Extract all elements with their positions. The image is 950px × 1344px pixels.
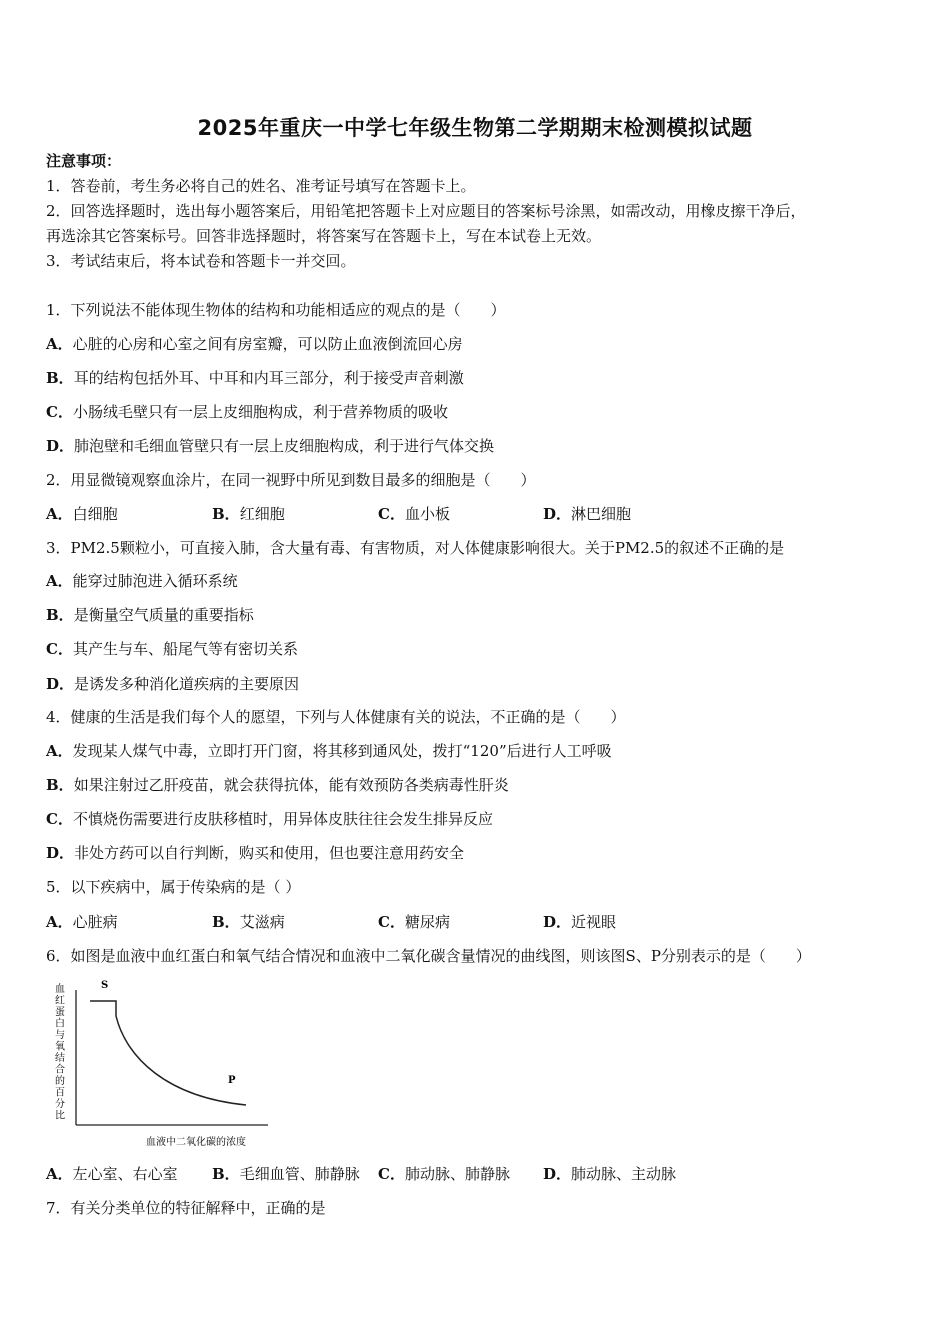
option-row [543,504,631,524]
option-row [46,436,494,456]
option-letter: D． [46,675,75,693]
figure-y-label-char: 合 [55,1064,65,1076]
notice-heading: 注意事项： [46,152,122,170]
option-row [212,912,285,932]
option-text: 糖尿病 [404,913,450,931]
figure-y-label-char: 分 [55,1099,65,1110]
option-text: 发现某人煤气中毒，立即打开门窗，将其移到通风处，拨打“120”后进行人工呼吸 [72,742,612,760]
option-row [543,1164,676,1184]
option-letter: B． [46,776,74,794]
option-letter: A． [46,913,73,931]
option-text: 是诱发多种消化道疾病的主要原因 [74,675,300,693]
option-text: 心脏的心房和心室之间有房室瓣，可以防止血液倒流回心房 [72,335,463,353]
option-text: 肺泡壁和毛细血管壁只有一层上皮细胞构成，利于进行气体交换 [74,437,495,455]
option-letter: B． [46,606,74,624]
option-text: 白细胞 [72,505,118,523]
option-letter: C． [378,1165,405,1183]
option-letter: D． [46,844,75,862]
option-letter: C． [378,913,405,931]
figure-y-label-char: 蛋 [55,1007,65,1018]
option-letter: A． [46,742,73,760]
question-stem: 2．用显微镜观察血涂片，在同一视野中所见到数目最多的细胞是（ ） [46,471,536,489]
option-letter: D． [543,1165,572,1183]
option-letter: C． [46,640,73,658]
option-row [543,912,616,932]
option-row [212,1164,360,1184]
option-letter: C． [378,505,405,523]
option-letter: A． [46,572,73,590]
option-text: 非处方药可以自行判断，购买和使用，但也要注意用药安全 [74,844,465,862]
option-row [46,1164,178,1184]
option-letter: D． [46,437,75,455]
option-letter: D． [543,505,572,523]
question-stem: 6．如图是血液中血红蛋白和氧气结合情况和血液中二氧化碳含量情况的曲线图，则该图S、P分别表示的是（ ） [46,947,811,965]
option-text: 肺动脉、主动脉 [571,1165,677,1183]
figure-y-label-char: 的 [55,1076,65,1087]
option-row [46,741,612,761]
option-text: 左心室、右心室 [72,1165,178,1183]
option-text: 血小板 [404,505,450,523]
figure-y-label-char: 血 [55,984,65,995]
option-row [46,334,463,354]
option-row [46,605,254,625]
notice-item: 2．回答选择题时，选出每小题答案后，用铅笔把答题卡上对应题目的答案标号涂黑，如需改动，用橡皮擦干净后， [46,202,806,220]
option-letter: A． [46,1165,73,1183]
question-stem: 5．以下疾病中，属于传染病的是（ ） [46,878,301,896]
option-row [46,674,299,694]
option-text: 肺动脉、肺静脉 [404,1165,510,1183]
figure-y-label-char: 与 [55,1030,65,1041]
option-letter: A． [46,335,73,353]
option-text: 心脏病 [72,913,118,931]
option-text: 如果注射过乙肝疫苗，就会获得抗体，能有效预防各类病毒性肝炎 [73,776,509,794]
option-text: 不慎烧伤需要进行皮肤移植时，用异体皮肤往往会发生排异反应 [72,810,493,828]
page-title: 2025年重庆一中学七年级生物第二学期期末检测模拟试题 [197,116,753,140]
option-text: 小肠绒毛壁只有一层上皮细胞构成，利于营养物质的吸收 [72,403,448,421]
option-letter: B． [212,913,240,931]
option-row [46,571,238,591]
option-row [46,639,298,659]
option-letter: B． [212,505,240,523]
option-letter: A． [46,505,73,523]
option-row [46,912,118,932]
option-row [378,1164,510,1184]
option-text: 淋巴细胞 [571,505,632,523]
figure-y-label-char: 红 [55,995,65,1007]
option-text: 艾滋病 [239,913,285,931]
option-row [378,504,450,524]
notice-item: 3．考试结束后，将本试卷和答题卡一并交回。 [46,252,356,270]
figure-y-label [55,983,65,1122]
figure-y-label-char: 氧 [55,1041,65,1053]
question-stem: 1．下列说法不能体现生物体的结构和功能相适应的观点的是（ ） [46,301,506,319]
option-text: 耳的结构包括外耳、中耳和内耳三部分，利于接受声音刺激 [73,369,464,387]
figure-curve [90,1001,246,1105]
option-row [46,368,464,388]
notice-item: 1．答卷前，考生务必将自己的姓名、准考证号填写在答题卡上。 [46,177,476,195]
figure-y-label-char: 白 [55,1018,65,1030]
option-row [46,402,448,422]
option-letter: C． [46,810,73,828]
option-letter: D． [543,913,572,931]
option-row [378,912,450,932]
option-letter: B． [46,369,74,387]
option-row [46,504,118,524]
option-row [46,775,509,795]
option-row [46,809,493,829]
notice-item: 再选涂其它答案标号。回答非选择题时，将答案写在答题卡上，写在本试卷上无效。 [46,227,602,245]
figure-y-label-char: 百 [55,1087,65,1099]
option-letter: C． [46,403,73,421]
figure-y-label-char: 结 [55,1053,65,1064]
figure-point-s: S [101,980,109,991]
option-text: 红细胞 [239,505,285,523]
figure-x-label: 血液中二氧化碳的浓度 [146,1137,246,1148]
figure-y-label-char: 比 [55,1110,65,1122]
question-stem: 7．有关分类单位的特征解释中，正确的是 [46,1199,326,1217]
question-stem: 3．PM2.5颗粒小，可直接入肺，含大量有毒、有害物质，对人体健康影响很大。关于PM2.5的叙述不正确的是 [46,539,785,557]
option-text: 能穿过肺泡进入循环系统 [72,572,238,590]
hemoglobin-co2-figure [46,972,286,1152]
option-text: 其产生与车、船尾气等有密切关系 [72,640,298,658]
option-text: 近视眼 [571,913,617,931]
option-letter: B． [212,1165,240,1183]
option-row [212,504,285,524]
question-stem: 4．健康的生活是我们每个人的愿望，下列与人体健康有关的说法，不正确的是（ ） [46,708,626,726]
option-text: 毛细血管、肺静脉 [239,1165,360,1183]
figure-point-p: P [228,1075,236,1086]
option-row [46,843,464,863]
option-text: 是衡量空气质量的重要指标 [73,606,254,624]
